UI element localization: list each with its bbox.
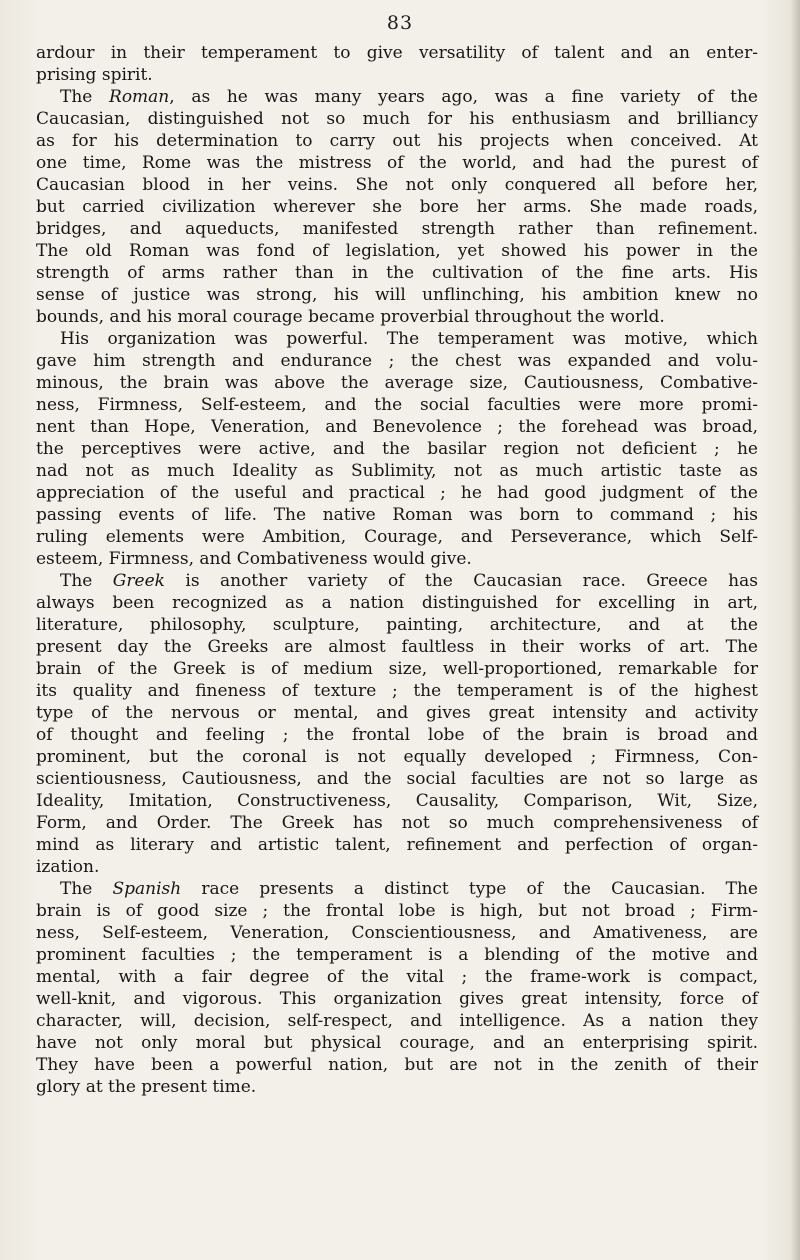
italic-term: Spanish: [112, 879, 182, 899]
text-line: His organization was powerful. The temperament was motive, which: [60, 329, 758, 349]
text-line: present day the Greeks are almost faultless in their works of art. The: [36, 637, 758, 657]
text-line: They have been a powerful nation, but are not in the zenith of their: [36, 1055, 758, 1075]
text-line: Form, and Order. The Greek has not so much comprehensiveness of: [36, 813, 758, 833]
text-line: always been recognized as a nation distinguished for excelling in art,: [36, 593, 758, 613]
text-line: ness, Self-esteem, Veneration, Conscientiousness, and Amativeness, are: [36, 923, 758, 943]
text-line: have not only moral but physical courage, and an enterprising spirit.: [36, 1033, 758, 1053]
text-line: its quality and fineness of texture ; the temperament is of the highest: [36, 681, 758, 701]
text-line: Ideality, Imitation, Constructiveness, Causality, Comparison, Wit, Size,: [36, 791, 758, 811]
text-line: sense of justice was strong, his will unflinching, his ambition knew no: [36, 285, 758, 305]
text-line: but carried civilization wherever she bore her arms. She made roads,: [36, 197, 758, 217]
paragraph: [36, 328, 758, 570]
page-edge-shadow: [790, 0, 800, 1260]
text-line: brain of the Greek is of medium size, well-proportioned, remarkable for: [36, 659, 758, 679]
text-line: passing events of life. The native Roman was born to command ; his: [36, 505, 758, 525]
text-line: prominent, but the coronal is not equally developed ; Firmness, Con-: [36, 747, 758, 767]
text-line: Caucasian blood in her veins. She not only conquered all before her,: [36, 175, 758, 195]
paragraph: [36, 86, 758, 328]
paragraph-lead: The: [60, 87, 110, 107]
text-line: mind as literary and artistic talent, refinement and perfection of organ-: [36, 835, 758, 855]
text-line: one time, Rome was the mistress of the world, and had the purest of: [36, 153, 758, 173]
text-line: ardour in their temperament to give versatility of talent and an enter-: [36, 43, 758, 63]
paragraph: [36, 42, 758, 86]
text-line: strength of arms rather than in the cultivation of the fine arts. His: [36, 263, 758, 283]
text-line: well-knit, and vigorous. This organization gives great intensity, force of: [36, 989, 758, 1009]
text-line: The Roman, as he was many years ago, was a fine variety of the: [60, 87, 758, 107]
text-line: glory at the present time.: [36, 1077, 257, 1097]
text-line: prominent faculties ; the temperament is a blending of the motive and: [36, 945, 758, 965]
text-line: brain is of good size ; the frontal lobe is high, but not broad ; Firm-: [36, 901, 758, 921]
text-line: mental, with a fair degree of the vital ; the frame-work is compact,: [36, 967, 758, 987]
text-line: bounds, and his moral courage became proverbial throughout the world.: [36, 307, 665, 327]
text-line: scientiousness, Cautiousness, and the social faculties are not so large as: [36, 769, 758, 789]
text-line: type of the nervous or mental, and gives great intensity and activity: [36, 703, 758, 723]
text-line: The Spanish race presents a distinct type of the Caucasian. The: [60, 879, 758, 899]
text-line: ness, Firmness, Self-esteem, and the social faculties were more promi-: [36, 395, 758, 415]
page-number: 83: [386, 12, 414, 34]
paragraph: [36, 878, 758, 1098]
text-line: nad not as much Ideality as Sublimity, not as much artistic taste as: [36, 461, 758, 481]
text-line: ruling elements were Ambition, Courage, and Perseverance, which Self-: [36, 527, 758, 547]
italic-term: Roman: [109, 87, 170, 107]
paragraph-lead: The: [60, 571, 113, 591]
text-line: ization.: [36, 857, 100, 877]
text-line: The Greek is another variety of the Caucasian race. Greece has: [60, 571, 758, 591]
paragraph: [36, 570, 758, 878]
text-line: Caucasian, distinguished not so much for his enthusiasm and brilliancy: [36, 109, 758, 129]
text-line: minous, the brain was above the average size, Cautiousness, Combative-: [36, 373, 758, 393]
paragraph-lead: The: [60, 879, 113, 899]
text-line: esteem, Firmness, and Combativeness would give.: [36, 549, 472, 569]
italic-term: Greek: [112, 571, 165, 591]
text-line: nent than Hope, Veneration, and Benevolence ; the forehead was broad,: [36, 417, 758, 437]
text-line: The old Roman was fond of legislation, yet showed his power in the: [36, 241, 758, 261]
text-line: as for his determination to carry out his projects when conceived. At: [36, 131, 758, 151]
text-line: character, will, decision, self-respect, and intelligence. As a nation they: [36, 1011, 758, 1031]
text-line: literature, philosophy, sculpture, painting, architecture, and at the: [36, 615, 758, 635]
text-line: prising spirit.: [36, 65, 153, 85]
body-text: [36, 42, 758, 1098]
text-line: bridges, and aqueducts, manifested strength rather than refinement.: [36, 219, 758, 239]
text-line: the perceptives were active, and the basilar region not deficient ; he: [36, 439, 758, 459]
text-line: gave him strength and endurance ; the chest was expanded and volu-: [36, 351, 758, 371]
text-line: of thought and feeling ; the frontal lobe of the brain is broad and: [36, 725, 758, 745]
text-line: appreciation of the useful and practical ; he had good judgment of the: [36, 483, 758, 503]
